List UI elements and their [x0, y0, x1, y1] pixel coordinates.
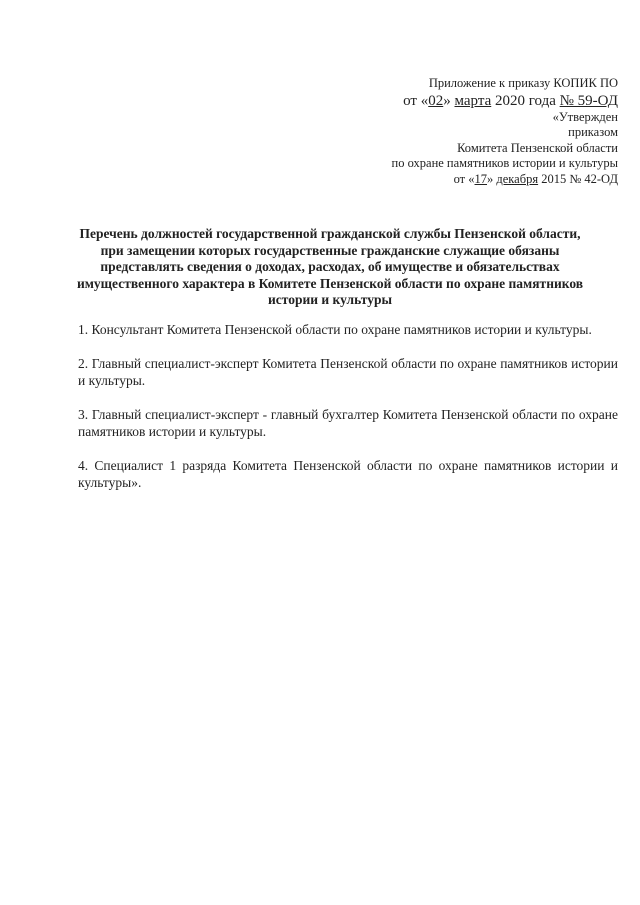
order-number: № 59-ОД — [559, 92, 618, 109]
ref-mid: » — [487, 171, 497, 186]
approval-header — [258, 76, 618, 187]
list-item: 2. Главный специалист-эксперт Комитета Пензенской области по охране памятников истории и культуры. — [78, 356, 618, 388]
list-item: 4. Специалист 1 разряда Комитета Пензенской области по охране памятников истории и культуры». — [78, 458, 618, 490]
title-line-3: представлять сведения о доходах, расходах, об имуществе и обязательствах — [100, 259, 560, 274]
document-title — [70, 226, 590, 309]
order-month: марта — [454, 92, 492, 109]
committee-line-2: по охране памятников истории и культуры — [391, 156, 618, 170]
list-item: 1. Консультант Комитета Пензенской области по охране памятников истории и культуры. — [78, 322, 592, 337]
title-line-1: Перечень должностей государственной гражданской службы Пензенской области, — [79, 226, 581, 241]
ref-prefix: от « — [453, 171, 475, 186]
title-line-2: при замещении которых государственные гражданские служащие обязаны — [100, 242, 560, 258]
appendix-line: Приложение к приказу КОПИК ПО — [428, 76, 618, 90]
title-line-4: имущественного характера в Комитете Пензенской области по охране памятников — [76, 275, 584, 291]
order-date-mid: » — [443, 92, 455, 109]
ref-day: 17 — [474, 171, 488, 186]
order-date-prefix: от « — [403, 92, 429, 109]
approved-line: «Утвержден — [552, 109, 618, 124]
ref-rest: 2015 № 42-ОД — [538, 171, 618, 186]
reference-date-line — [258, 172, 618, 188]
order-year: 2020 года — [491, 92, 560, 109]
positions-list — [78, 321, 618, 508]
title-line-5: истории и культуры — [267, 292, 393, 307]
list-item: 3. Главный специалист-эксперт - главный бухгалтер Комитета Пензенской области по охране памятников истории и культуры. — [78, 407, 618, 439]
by-order-line: приказом — [568, 125, 618, 139]
order-date-line — [258, 92, 618, 110]
committee-line-1: Комитета Пензенской области — [457, 140, 618, 155]
ref-month: декабря — [496, 171, 539, 186]
order-day: 02 — [428, 92, 444, 109]
